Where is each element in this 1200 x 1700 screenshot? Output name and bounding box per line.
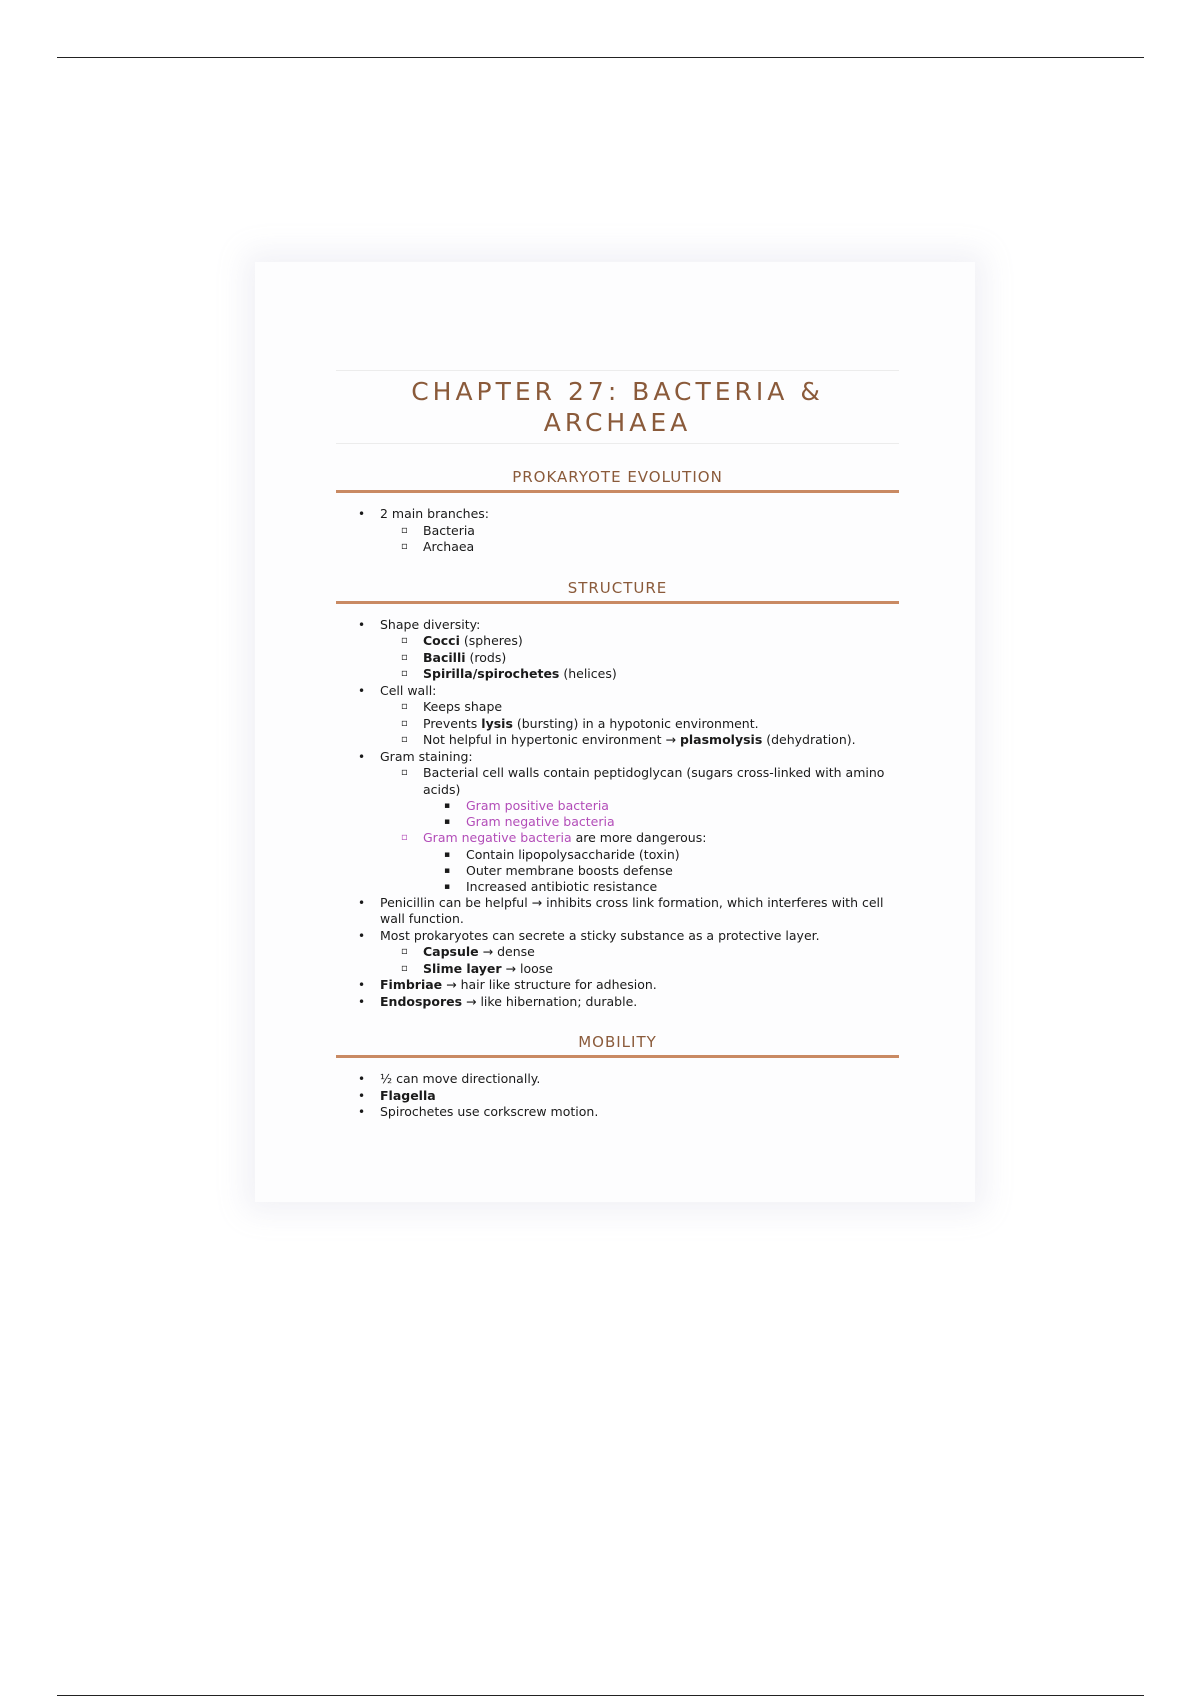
section-heading-mobility: MOBILITY bbox=[336, 1033, 899, 1058]
list-item: ▫ Not helpful in hypertonic environment → plasmolysis (dehydration). bbox=[401, 732, 856, 747]
bullet-icon: • bbox=[358, 507, 366, 521]
sub-list bbox=[380, 523, 899, 556]
square-bullet-icon: ▫ bbox=[401, 962, 408, 974]
square-bullet-icon: ▫ bbox=[401, 668, 408, 679]
small-square-bullet-icon: ▪ bbox=[444, 881, 451, 892]
list-item: ▪ Gram positive bacteria bbox=[444, 798, 609, 813]
evolution-list bbox=[336, 506, 899, 556]
sub-list bbox=[380, 765, 899, 895]
list-item: • Penicillin can be helpful → inhibits cross link formation, which interferes with cell wall function. bbox=[358, 894, 884, 926]
page-top-rule bbox=[57, 57, 1144, 58]
bullet-icon: • bbox=[358, 1088, 366, 1103]
square-bullet-icon: ▫ bbox=[401, 635, 408, 646]
list-item: ▫ Prevents lysis (bursting) in a hypotonic environment. bbox=[401, 715, 759, 731]
list-item: • Most prokaryotes can secrete a sticky substance as a protective layer. ▫ Capsule → dense ▫ Slime layer → loose bbox=[336, 928, 899, 978]
small-square-bullet-icon: ▪ bbox=[444, 865, 451, 876]
list-item: ▫ Bacilli (rods) bbox=[401, 649, 507, 665]
list-item: • Shape diversity: ▫ Cocci (spheres) ▫ Bacilli (rods) ▫ Spirilla/spirochetes (helices) bbox=[336, 617, 899, 683]
title-box bbox=[336, 370, 899, 444]
square-bullet-icon: ▫ bbox=[401, 701, 408, 712]
list-item: ▪ Increased antibiotic resistance bbox=[444, 878, 658, 894]
bullet-icon: • bbox=[358, 617, 366, 632]
square-bullet-icon: ▫ bbox=[401, 717, 408, 729]
bullet-icon: • bbox=[358, 1072, 366, 1086]
list-item: ▫ Keeps shape bbox=[401, 699, 503, 714]
structure-list bbox=[336, 617, 899, 1011]
sub-list bbox=[380, 699, 899, 749]
small-square-bullet-icon: ▪ bbox=[444, 817, 451, 827]
sub-list bbox=[380, 633, 899, 683]
section-heading-structure: STRUCTURE bbox=[336, 579, 899, 604]
sub-list bbox=[380, 944, 899, 977]
bullet-icon: • bbox=[358, 1105, 366, 1119]
list-item: • ½ can move directionally. bbox=[358, 1071, 541, 1086]
list-item: ▪ Contain lipopolysaccharide (toxin) bbox=[444, 846, 680, 862]
list-item: • Spirochetes use corkscrew motion. bbox=[358, 1104, 599, 1119]
list-item: • Cell wall: ▫ Keeps shape ▫ Prevents lysis (bursting) in a hypotonic environment. ▫ Not helpful in hypertonic environment → plasmolysis (dehydration). bbox=[336, 683, 899, 749]
bullet-icon: • bbox=[358, 749, 366, 764]
list-item: ▫ Capsule → dense bbox=[401, 944, 535, 959]
bullet-icon: • bbox=[358, 978, 366, 992]
list-item: • 2 main branches: ▫ Bacteria ▫ Archaea bbox=[336, 506, 899, 556]
small-square-bullet-icon: ▪ bbox=[444, 849, 451, 860]
sub-sub-list bbox=[423, 798, 899, 830]
list-item: ▪ Outer membrane boosts defense bbox=[444, 862, 673, 878]
page-title: CHAPTER 27: BACTERIA & ARCHAEA bbox=[411, 377, 824, 437]
list-item: ▫ Bacterial cell walls contain peptidoglycan (sugars cross-linked with amino acids) ▪ Gram positive bacteria ▪ Gram negative bacteria bbox=[380, 765, 899, 830]
list-item: • Gram staining: ▫ Bacterial cell walls contain peptidoglycan (sugars cross-linked with amino acids) ▪ Gram positive bacteria ▪ Gram negative bacteria ▫ Gram negative bacteria are more dangerous: ▪ Contain lipopolysaccharide (toxin) ▪ Outer membrane boosts defense ▪ Increased antibiotic resistance bbox=[336, 749, 899, 895]
square-bullet-icon: ▫ bbox=[401, 946, 408, 957]
square-bullet-icon: ▫ bbox=[401, 767, 408, 778]
list-item: • Endospores → like hibernation; durable. bbox=[358, 993, 638, 1009]
mobility-list bbox=[336, 1071, 899, 1121]
bullet-icon: • bbox=[358, 994, 366, 1009]
section-heading-evolution: PROKARYOTE EVOLUTION bbox=[336, 468, 899, 493]
list-item: • Flagella bbox=[358, 1087, 436, 1103]
bullet-icon: • bbox=[358, 928, 366, 943]
document-content bbox=[336, 370, 899, 1121]
bullet-icon: • bbox=[358, 683, 366, 698]
list-item: ▫ Gram negative bacteria are more dangerous: ▪ Contain lipopolysaccharide (toxin) ▪ Outer membrane boosts defense ▪ Increased antibiotic resistance bbox=[380, 830, 899, 895]
bullet-icon: • bbox=[358, 895, 366, 910]
square-bullet-icon: ▫ bbox=[401, 651, 408, 663]
square-bullet-icon: ▫ bbox=[401, 524, 408, 536]
square-bullet-icon: ▫ bbox=[401, 734, 408, 745]
list-item: ▫ Slime layer → loose bbox=[401, 960, 553, 976]
list-item: • Fimbriae → hair like structure for adhesion. bbox=[358, 977, 657, 992]
square-bullet-icon: ▫ bbox=[401, 832, 408, 843]
page-bottom-rule bbox=[57, 1695, 1144, 1696]
square-bullet-icon: ▫ bbox=[401, 541, 408, 552]
sub-sub-list bbox=[423, 847, 899, 895]
list-item: ▫ Spirilla/spirochetes (helices) bbox=[401, 666, 617, 681]
small-square-bullet-icon: ▪ bbox=[444, 801, 451, 811]
list-item: ▪ Gram negative bacteria bbox=[444, 814, 615, 829]
list-item: ▫ Archaea bbox=[401, 539, 475, 554]
list-item: ▫ Cocci (spheres) bbox=[401, 633, 523, 648]
list-item: ▫ Bacteria bbox=[401, 522, 475, 538]
